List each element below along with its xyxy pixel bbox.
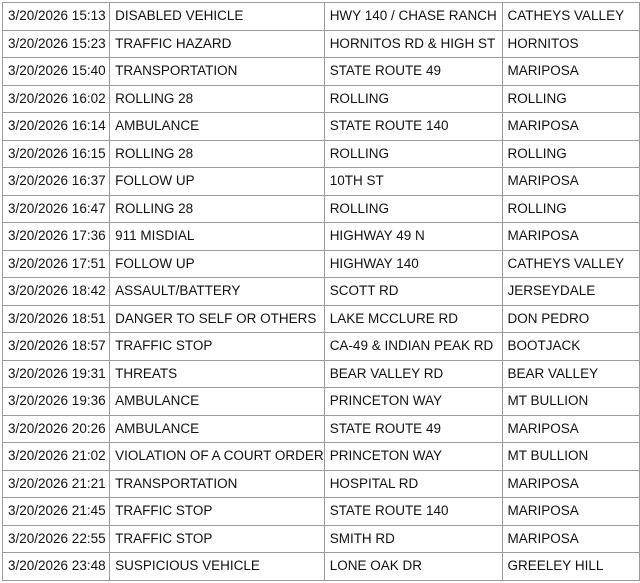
call-type-cell: TRAFFIC STOP bbox=[110, 525, 325, 553]
table-row bbox=[3, 30, 640, 58]
call-type-cell: SUSPICIOUS VEHICLE bbox=[110, 553, 325, 581]
datetime-cell: 3/20/2026 21:45 bbox=[3, 498, 110, 526]
community-cell: MT BULLION bbox=[502, 388, 639, 416]
call-type-cell: DANGER TO SELF OR OTHERS bbox=[110, 305, 325, 333]
community-cell: MARIPOSA bbox=[502, 58, 639, 86]
table-row bbox=[3, 305, 640, 333]
call-type-cell: AMBULANCE bbox=[110, 388, 325, 416]
datetime-cell: 3/20/2026 15:13 bbox=[3, 3, 110, 31]
call-type-cell: 911 MISDIAL bbox=[110, 223, 325, 251]
call-type-cell: AMBULANCE bbox=[110, 113, 325, 141]
datetime-cell: 3/20/2026 16:14 bbox=[3, 113, 110, 141]
location-cell: STATE ROUTE 140 bbox=[324, 498, 502, 526]
call-type-cell: TRAFFIC STOP bbox=[110, 333, 325, 361]
location-cell: SCOTT RD bbox=[324, 278, 502, 306]
location-cell: HIGHWAY 140 bbox=[324, 250, 502, 278]
call-type-cell: TRAFFIC HAZARD bbox=[110, 30, 325, 58]
community-cell: HORNITOS bbox=[502, 30, 639, 58]
location-cell: HORNITOS RD & HIGH ST bbox=[324, 30, 502, 58]
datetime-cell: 3/20/2026 23:48 bbox=[3, 553, 110, 581]
table-row bbox=[3, 333, 640, 361]
table-row bbox=[3, 360, 640, 388]
community-cell: DON PEDRO bbox=[502, 305, 639, 333]
datetime-cell: 3/20/2026 22:55 bbox=[3, 525, 110, 553]
location-cell: LAKE MCCLURE RD bbox=[324, 305, 502, 333]
location-cell: BEAR VALLEY RD bbox=[324, 360, 502, 388]
datetime-cell: 3/20/2026 19:36 bbox=[3, 388, 110, 416]
call-type-cell: FOLLOW UP bbox=[110, 250, 325, 278]
datetime-cell: 3/20/2026 15:40 bbox=[3, 58, 110, 86]
call-type-cell: THREATS bbox=[110, 360, 325, 388]
table-row bbox=[3, 278, 640, 306]
location-cell: PRINCETON WAY bbox=[324, 388, 502, 416]
call-log-body bbox=[3, 3, 640, 581]
community-cell: MARIPOSA bbox=[502, 415, 639, 443]
table-row bbox=[3, 388, 640, 416]
community-cell: MT BULLION bbox=[502, 443, 639, 471]
location-cell: STATE ROUTE 140 bbox=[324, 113, 502, 141]
location-cell: ROLLING bbox=[324, 85, 502, 113]
community-cell: ROLLING bbox=[502, 195, 639, 223]
table-row bbox=[3, 85, 640, 113]
datetime-cell: 3/20/2026 16:37 bbox=[3, 168, 110, 196]
community-cell: MARIPOSA bbox=[502, 113, 639, 141]
community-cell: JERSEYDALE bbox=[502, 278, 639, 306]
datetime-cell: 3/20/2026 17:51 bbox=[3, 250, 110, 278]
datetime-cell: 3/20/2026 16:15 bbox=[3, 140, 110, 168]
datetime-cell: 3/20/2026 17:36 bbox=[3, 223, 110, 251]
table-row bbox=[3, 168, 640, 196]
table-row bbox=[3, 553, 640, 581]
datetime-cell: 3/20/2026 18:51 bbox=[3, 305, 110, 333]
datetime-cell: 3/20/2026 19:31 bbox=[3, 360, 110, 388]
table-row bbox=[3, 140, 640, 168]
location-cell: HWY 140 / CHASE RANCH bbox=[324, 3, 502, 31]
location-cell: ROLLING bbox=[324, 195, 502, 223]
call-type-cell: DISABLED VEHICLE bbox=[110, 3, 325, 31]
datetime-cell: 3/20/2026 18:42 bbox=[3, 278, 110, 306]
community-cell: ROLLING bbox=[502, 85, 639, 113]
table-row bbox=[3, 250, 640, 278]
call-type-cell: ROLLING 28 bbox=[110, 85, 325, 113]
community-cell: GREELEY HILL bbox=[502, 553, 639, 581]
location-cell: HIGHWAY 49 N bbox=[324, 223, 502, 251]
call-type-cell: TRANSPORTATION bbox=[110, 470, 325, 498]
datetime-cell: 3/20/2026 20:26 bbox=[3, 415, 110, 443]
call-log-table bbox=[2, 2, 640, 581]
call-type-cell: TRANSPORTATION bbox=[110, 58, 325, 86]
community-cell: MARIPOSA bbox=[502, 525, 639, 553]
table-row bbox=[3, 3, 640, 31]
location-cell: CA-49 & INDIAN PEAK RD bbox=[324, 333, 502, 361]
location-cell: LONE OAK DR bbox=[324, 553, 502, 581]
location-cell: 10TH ST bbox=[324, 168, 502, 196]
location-cell: SMITH RD bbox=[324, 525, 502, 553]
table-row bbox=[3, 223, 640, 251]
table-row bbox=[3, 113, 640, 141]
table-row bbox=[3, 470, 640, 498]
community-cell: CATHEYS VALLEY bbox=[502, 3, 639, 31]
location-cell: PRINCETON WAY bbox=[324, 443, 502, 471]
table-row bbox=[3, 415, 640, 443]
community-cell: MARIPOSA bbox=[502, 168, 639, 196]
call-type-cell: ROLLING 28 bbox=[110, 140, 325, 168]
location-cell: STATE ROUTE 49 bbox=[324, 58, 502, 86]
table-row bbox=[3, 525, 640, 553]
community-cell: MARIPOSA bbox=[502, 470, 639, 498]
datetime-cell: 3/20/2026 18:57 bbox=[3, 333, 110, 361]
community-cell: CATHEYS VALLEY bbox=[502, 250, 639, 278]
community-cell: MARIPOSA bbox=[502, 498, 639, 526]
datetime-cell: 3/20/2026 21:21 bbox=[3, 470, 110, 498]
datetime-cell: 3/20/2026 21:02 bbox=[3, 443, 110, 471]
community-cell: BEAR VALLEY bbox=[502, 360, 639, 388]
table-row bbox=[3, 195, 640, 223]
table-row bbox=[3, 58, 640, 86]
datetime-cell: 3/20/2026 16:47 bbox=[3, 195, 110, 223]
call-type-cell: TRAFFIC STOP bbox=[110, 498, 325, 526]
call-type-cell: AMBULANCE bbox=[110, 415, 325, 443]
community-cell: ROLLING bbox=[502, 140, 639, 168]
community-cell: BOOTJACK bbox=[502, 333, 639, 361]
call-type-cell: ASSAULT/BATTERY bbox=[110, 278, 325, 306]
community-cell: MARIPOSA bbox=[502, 223, 639, 251]
call-type-cell: ROLLING 28 bbox=[110, 195, 325, 223]
location-cell: STATE ROUTE 49 bbox=[324, 415, 502, 443]
datetime-cell: 3/20/2026 15:23 bbox=[3, 30, 110, 58]
call-type-cell: FOLLOW UP bbox=[110, 168, 325, 196]
table-row bbox=[3, 498, 640, 526]
table-row bbox=[3, 443, 640, 471]
location-cell: ROLLING bbox=[324, 140, 502, 168]
datetime-cell: 3/20/2026 16:02 bbox=[3, 85, 110, 113]
location-cell: HOSPITAL RD bbox=[324, 470, 502, 498]
call-type-cell: VIOLATION OF A COURT ORDER bbox=[110, 443, 325, 471]
